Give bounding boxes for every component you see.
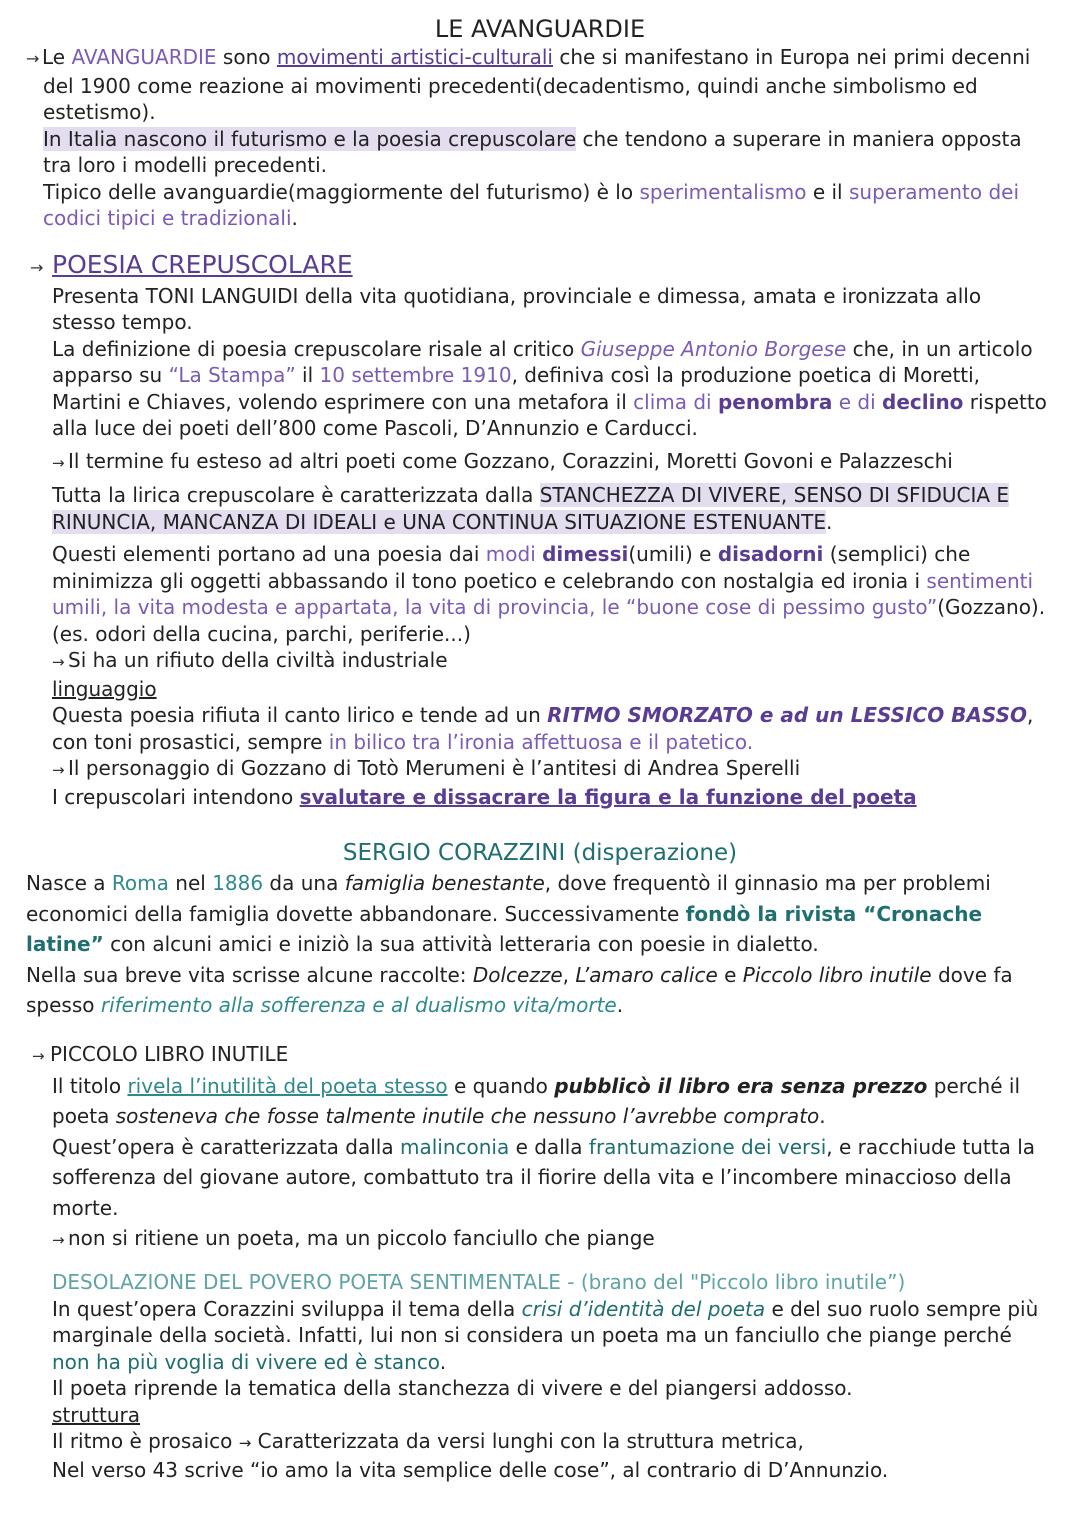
deso-p3: Il ritmo è prosaico → Caratterizzata da versi lunghi con la struttura metrica, <box>52 1429 804 1453</box>
movimenti-term: movimenti artistici-culturali <box>276 45 553 69</box>
crep-p9: I crepuscolari intendono svalutare e dissacrare la figura e la funzione del poeta <box>52 784 917 809</box>
intro-paragraph-2: In Italia nascono il futurismo e la poesia crepuscolare che tendono a superare in maniera opposta tra loro i modelli precedenti. <box>43 126 1022 177</box>
crepuscolare-section <box>0 250 1080 811</box>
highlight-italia: In Italia nascono il futurismo e la poesia crepuscolare <box>43 126 577 151</box>
avanguardie-term: AVANGUARDIE <box>71 45 217 69</box>
intro-paragraph-3: Tipico delle avanguardie(maggiormente del futurismo) è lo sperimentalismo e il superamento dei codici tipici e tradizionali. <box>43 179 1020 230</box>
struttura-label: struttura <box>52 1402 140 1427</box>
cor-p2: Nella sua breve vita scrisse alcune raccolte: Dolcezze, L’amaro calice e Piccolo libro inutile dove fa spesso riferimento alla sofferenza e al dualismo vita/morte. <box>26 962 1013 1017</box>
desolazione-section <box>0 1296 1080 1484</box>
pl-p2: Quest’opera è caratterizzata dalla malinconia e dalla frantumazione dei versi, e racchiude tutta la sofferenza del giovane autore, combattuto tra il fiorire della vita e l’incombere minaccioso della morte. <box>52 1134 1036 1220</box>
arrow-icon: → <box>238 1434 252 1452</box>
crep-p2: La definizione di poesia crepuscolare risale al critico Giuseppe Antonio Borgese che, in un articolo apparso su “La Stampa” il 10 settembre 1910, definiva così la produzione poetica di Moretti, Martini e Chiaves, volendo esprimere con una metafora il clima di penombra e di declino rispetto alla luce dei poeti dell’800 come Pascoli, D’Annunzio e Carducci. <box>52 336 1047 440</box>
deso-p2: Il poeta riprende la tematica della stanchezza di vivere e del piangersi addosso. <box>52 1376 853 1400</box>
corazzini-heading: SERGIO CORAZZINI (disperazione) <box>342 840 738 866</box>
crep-p8: → Il personaggio di Gozzano di Totò Merumeni è l’antitesi di Andrea Sperelli <box>52 755 1050 784</box>
crep-p1: Presenta TONI LANGUIDI della vita quotidiana, provinciale e dimessa, amata e ironizzata allo stesso tempo. <box>52 283 982 334</box>
piccolo-section <box>0 1071 1080 1256</box>
crep-p3: → Il termine fu esteso ad altri poeti come Gozzano, Corazzini, Moretti Govoni e Palazzeschi <box>52 448 1050 477</box>
crep-p6: → Si ha un rifiuto della civiltà industriale <box>52 647 1050 676</box>
page-title: LE AVANGUARDIE <box>434 15 646 43</box>
arrow-icon: → <box>52 761 65 779</box>
arrow-icon: → <box>52 1231 65 1249</box>
pl-p3: → non si ritiene un poeta, ma un piccolo fanciullo che piange <box>52 1223 1050 1256</box>
intro-paragraph-1: → Le AVANGUARDIE sono movimenti artistici-culturali che si manifestano in Europa nei primi decenni del 1900 come reazione ai movimenti precedenti(decadentismo, quindi anche simbolismo ed estetismo). <box>26 45 1031 124</box>
corazzini-section <box>0 868 1080 1021</box>
linguaggio-label: linguaggio <box>52 676 157 701</box>
deso-p4: Nel verso 43 scrive “io amo la vita semplice delle cose”, al contrario di D’Annunzio. <box>52 1457 889 1482</box>
arrow-icon: → <box>52 653 65 671</box>
highlight-stanchezza: STANCHEZZA DI VIVERE, SENSO DI SFIDUCIA E RINUNCIA, MANCANZA DI IDEALI e UNA CONTINUA SITUAZIONE ESTENUANTE <box>52 483 1010 534</box>
arrow-icon: → <box>30 257 44 277</box>
cor-p1: Nasce a Roma nel 1886 da una famiglia benestante, dove frequentò il ginnasio ma per problemi economici della famiglia dovette abbandonare. Successivamente fondò la rivista “Cronache latine” con alcuni amici e iniziò la sua attività letteraria con poesie in dialetto. <box>26 871 991 956</box>
crep-p7: Questa poesia rifiuta il canto lirico e tende ad un RITMO SMORZATO e ad un LESSICO BASSO, con toni prosastici, sempre in bilico tra l’ironia affettuosa e il patetico. <box>52 703 1034 754</box>
arrow-icon: → <box>26 49 40 68</box>
intro-section <box>0 44 1080 232</box>
arrow-icon: → <box>32 1046 45 1065</box>
deso-p1: In quest’opera Corazzini sviluppa il tema della crisi d’identità del poeta e del suo ruolo sempre più marginale della società. Infatti, lui non si considera un poeta ma un fanciullo che piange perché non ha più voglia di vivere ed è stanco. <box>52 1296 1039 1374</box>
piccolo-heading: → PICCOLO LIBRO INUTILE <box>0 1039 1080 1071</box>
arrow-icon: → <box>52 453 65 472</box>
crepuscolare-heading: → POESIA CREPUSCOLARE <box>30 250 1050 283</box>
pl-p1: Il titolo rivela l’inutilità del poeta stesso e quando pubblicò il libro era senza prezzo perché il poeta sosteneva che fosse talmente inutile che nessuno l’avrebbe comprato. <box>52 1073 1020 1128</box>
desolazione-heading: DESOLAZIONE DEL POVERO POETA SENTIMENTALE - (brano del "Piccolo libro inutile”) <box>52 1269 906 1294</box>
crep-p5: Questi elementi portano ad una poesia dai modi dimessi(umili) e disadorni (semplici) che minimizza gli oggetti abbassando il tono poetico e celebrando con nostalgia ed ironia i sentimenti umili, la vita modesta e appartata, la vita di provincia, le “buone cose di pessimo gusto”(Gozzano). (es. odori della cucina, parchi, periferie...) <box>52 542 1046 646</box>
crep-p4: Tutta la lirica crepuscolare è caratterizzata dalla STANCHEZZA DI VIVERE, SENSO DI SFIDUCIA E RINUNCIA, MANCANZA DI IDEALI e UNA CONTINUA SITUAZIONE ESTENUANTE. <box>52 483 1010 534</box>
